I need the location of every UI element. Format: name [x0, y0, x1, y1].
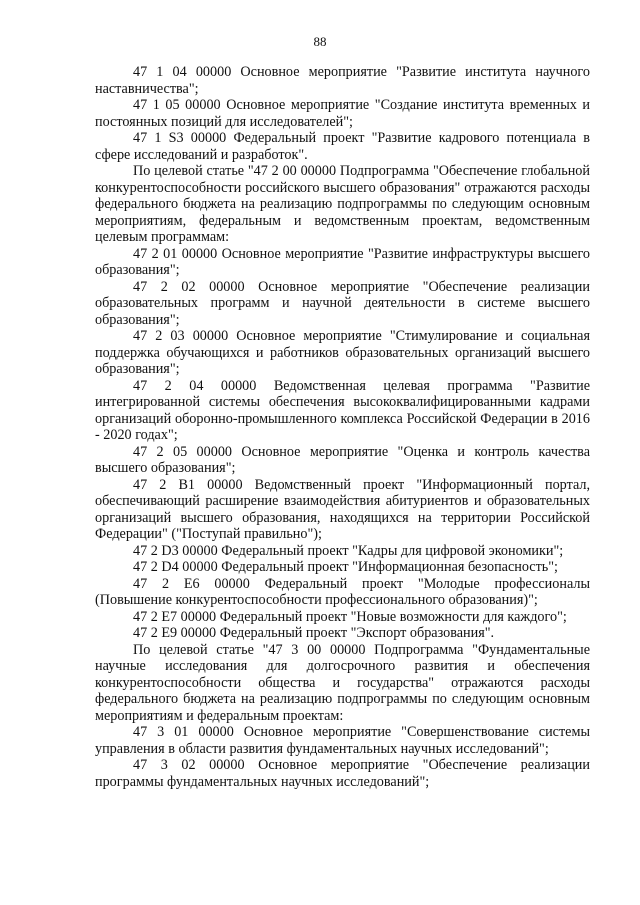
- paragraph: 47 3 02 00000 Основное мероприятие "Обеспечение реализации программы фундаментальных научных исследований";: [95, 757, 590, 790]
- paragraph: 47 1 S3 00000 Федеральный проект "Развитие кадрового потенциала в сфере исследований и разработок".: [95, 130, 590, 163]
- paragraph: 47 1 04 00000 Основное мероприятие "Развитие института научного наставничества";: [95, 64, 590, 97]
- paragraph: 47 2 B1 00000 Ведомственный проект "Информационный портал, обеспечивающий расширение взаимодействия абитуриентов и образовательных организаций высшего образования, находящихся на территории Российской Федерации" ("Поступай правильно");: [95, 476, 590, 542]
- paragraph: 47 2 04 00000 Ведомственная целевая программа "Развитие интегрированной системы обеспечения высококвалифицированными кадрами организаций оборонно-промышленного комплекса Российской Федерации в 2016 - 2020 годах";: [95, 377, 590, 443]
- paragraph: По целевой статье "47 2 00 00000 Подпрограмма "Обеспечение глобальной конкурентоспособности российского высшего образования" отражаются расходы федерального бюджета на реализацию подпрограммы по следующим основным мероприятиям, федеральным и ведомственным проектам, ведомственным целевым программам:: [95, 163, 590, 245]
- document-body: [95, 64, 590, 790]
- page-number: 88: [313, 34, 327, 49]
- paragraph: 47 3 01 00000 Основное мероприятие "Совершенствование системы управления в области развития фундаментальных научных исследований";: [95, 724, 590, 757]
- paragraph: 47 2 D4 00000 Федеральный проект "Информационная безопасность";: [133, 559, 558, 575]
- paragraph: 47 2 05 00000 Основное мероприятие "Оценка и контроль качества высшего образования";: [95, 443, 590, 476]
- paragraph: 47 2 E6 00000 Федеральный проект "Молодые профессионалы (Повышение конкурентоспособности профессионального образования)";: [95, 575, 590, 608]
- paragraph: 47 2 01 00000 Основное мероприятие "Развитие инфраструктуры высшего образования";: [95, 245, 590, 278]
- paragraph: 47 2 E9 00000 Федеральный проект "Экспорт образования".: [133, 625, 495, 641]
- paragraph: 47 2 03 00000 Основное мероприятие "Стимулирование и социальная поддержка обучающихся и работников образовательных организаций высшего образования";: [95, 328, 590, 377]
- paragraph: 47 2 E7 00000 Федеральный проект "Новые возможности для каждого";: [133, 608, 567, 625]
- paragraph: 47 2 02 00000 Основное мероприятие "Обеспечение реализации образовательных программ и научной деятельности в системе высшего образования";: [95, 278, 590, 328]
- paragraph: По целевой статье "47 3 00 00000 Подпрограмма "Фундаментальные научные исследования для долгосрочного развития и обеспечения конкурентоспособности общества и государства" отражаются расходы федерального бюджета на реализацию подпрограммы по следующим основным мероприятиям и федеральным проектам:: [95, 641, 590, 724]
- paragraph: 47 2 D3 00000 Федеральный проект "Кадры для цифровой экономики";: [133, 542, 564, 559]
- paragraph: 47 1 05 00000 Основное мероприятие "Создание института временных и постоянных позиций для исследователей";: [95, 97, 590, 130]
